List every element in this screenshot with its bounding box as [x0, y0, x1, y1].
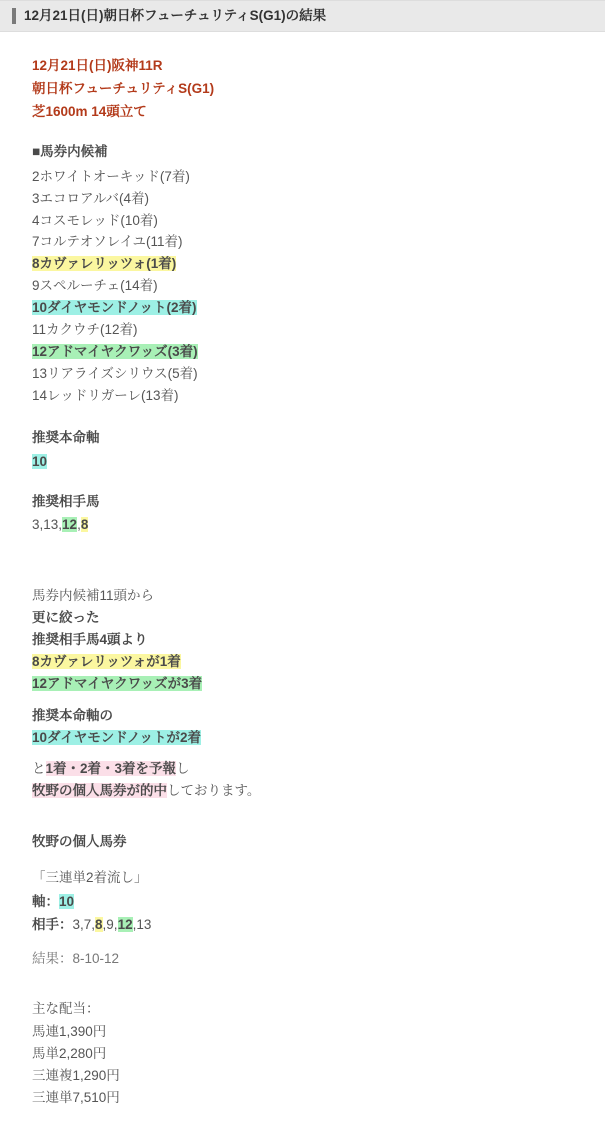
spacer [32, 555, 573, 585]
ticket-partner-label: 相手： [32, 917, 73, 933]
list-item [32, 188, 573, 210]
race-heading [32, 54, 573, 124]
horse-label-highlight: 8カヴァレリッツォ(1着) [32, 256, 177, 272]
horse-label: 4コスモレッド(10着) [32, 212, 158, 228]
candidates-title: ■馬券内候補 [32, 143, 108, 159]
narrative-line-2: 更に絞った [32, 610, 100, 626]
list-item [32, 275, 573, 297]
payout-section [32, 999, 573, 1109]
aite-value-yellow: 8 [80, 517, 89, 533]
candidates-section [32, 142, 573, 407]
payout-row: 馬単2,280円 [32, 1046, 107, 1062]
list-item [32, 385, 573, 407]
header-accent-bar [12, 8, 16, 24]
ticket-partner-row [32, 913, 573, 936]
narrative-line-8-highlight: 1着・2着・3着を予報 [45, 761, 177, 777]
list-item [32, 166, 573, 188]
list-item [32, 319, 573, 341]
list-item [32, 363, 573, 385]
narrative-line-8-suffix: し [176, 761, 190, 777]
spacer [32, 969, 573, 999]
payout-row: 三連単7,510円 [32, 1089, 120, 1105]
aite-label: 推奨相手馬 [32, 493, 100, 509]
race-name: 朝日杯フューチュリティS(G1) [32, 81, 215, 97]
personal-ticket-section [32, 832, 573, 969]
narrative-line-6: 推奨本命軸の [32, 707, 113, 723]
race-date-venue: 12月21日(日)阪神11R [32, 58, 163, 73]
honmei-value: 10 [32, 453, 48, 469]
spacer [32, 748, 573, 758]
ticket-type: 「三連単2着流し」 [32, 870, 148, 886]
list-item [32, 341, 573, 363]
ticket-partner-part1: 3,7, [72, 917, 96, 933]
ticket-axis-row [32, 890, 573, 913]
narrative-line-3: 推奨相手馬4頭より [32, 632, 148, 648]
ticket-partner-part3: ,13 [132, 917, 152, 933]
race-conditions: 芝1600m 14頭立て [32, 104, 147, 120]
horse-label: 13リアライズシリウス(5着) [32, 365, 198, 381]
ticket-partner-highlight-8: 8 [95, 917, 103, 933]
aite-section [32, 492, 573, 536]
narrative-line-5: 12アドマイヤクワッズが3着 [32, 675, 203, 691]
spacer [32, 802, 573, 832]
ticket-result: 結果：8-10-12 [32, 950, 120, 966]
narrative-line-8-row [32, 758, 573, 780]
ticket-partner-part2: ,9, [102, 917, 118, 933]
article-body [0, 32, 605, 1129]
payout-title: 主な配当： [32, 1001, 100, 1017]
narrative-line-9-row [32, 780, 573, 802]
narrative-section [32, 585, 573, 802]
spacer [32, 695, 573, 705]
aite-prefix: 3,13, [32, 517, 63, 533]
list-item [32, 297, 573, 319]
ticket-partner-highlight-12: 12 [117, 917, 133, 933]
narrative-line-8-prefix: と [32, 761, 46, 777]
ticket-axis-value: 10 [59, 893, 75, 909]
personal-ticket-title: 牧野の個人馬券 [32, 834, 127, 850]
narrative-line-5-row [32, 673, 573, 695]
horse-label: 9スペルーチェ(14着) [32, 278, 158, 294]
aite-value-green: 12 [62, 517, 78, 533]
narrative-line-4: 8カヴァレリッツォが1着 [32, 653, 181, 669]
ticket-axis-label: 軸： [32, 893, 59, 909]
payout-row: 三連複1,290円 [32, 1068, 120, 1084]
horse-label: 3エコロアルバ(4着) [32, 190, 150, 206]
page-header [0, 0, 605, 32]
narrative-line-7: 10ダイヤモンドノットが2着 [32, 729, 201, 745]
narrative-line-9-highlight: 牧野の個人馬券が的中 [32, 783, 167, 799]
honmei-label: 推奨本命軸 [32, 430, 100, 446]
horse-label-highlight: 12アドマイヤクワッズ(3着) [32, 343, 198, 359]
horse-label: 7コルテオソレイユ(11着) [32, 234, 183, 250]
list-item [32, 210, 573, 232]
list-item [32, 231, 573, 253]
aite-separator: , [77, 517, 81, 533]
horse-label: 11カクウチ(12着) [32, 321, 138, 337]
narrative-line-7-row [32, 727, 573, 749]
candidates-list [32, 166, 573, 406]
horse-label: 14レッドリガーレ(13着) [32, 387, 179, 403]
narrative-line-4-row [32, 651, 573, 673]
aite-value-row [32, 515, 573, 535]
honmei-value-row [32, 452, 573, 472]
honmei-section [32, 428, 573, 472]
page-title: 12月21日(日)朝日杯フューチュリティS(G1)の結果 [24, 7, 327, 23]
narrative-line-1: 馬券内候補11頭から [32, 588, 155, 604]
list-item [32, 253, 573, 275]
horse-label: 2ホワイトオーキッド(7着) [32, 168, 190, 184]
horse-label-highlight: 10ダイヤモンドノット(2着) [32, 300, 197, 316]
narrative-line-9-suffix: しております。 [167, 783, 261, 799]
payout-row: 馬連1,390円 [32, 1024, 107, 1040]
